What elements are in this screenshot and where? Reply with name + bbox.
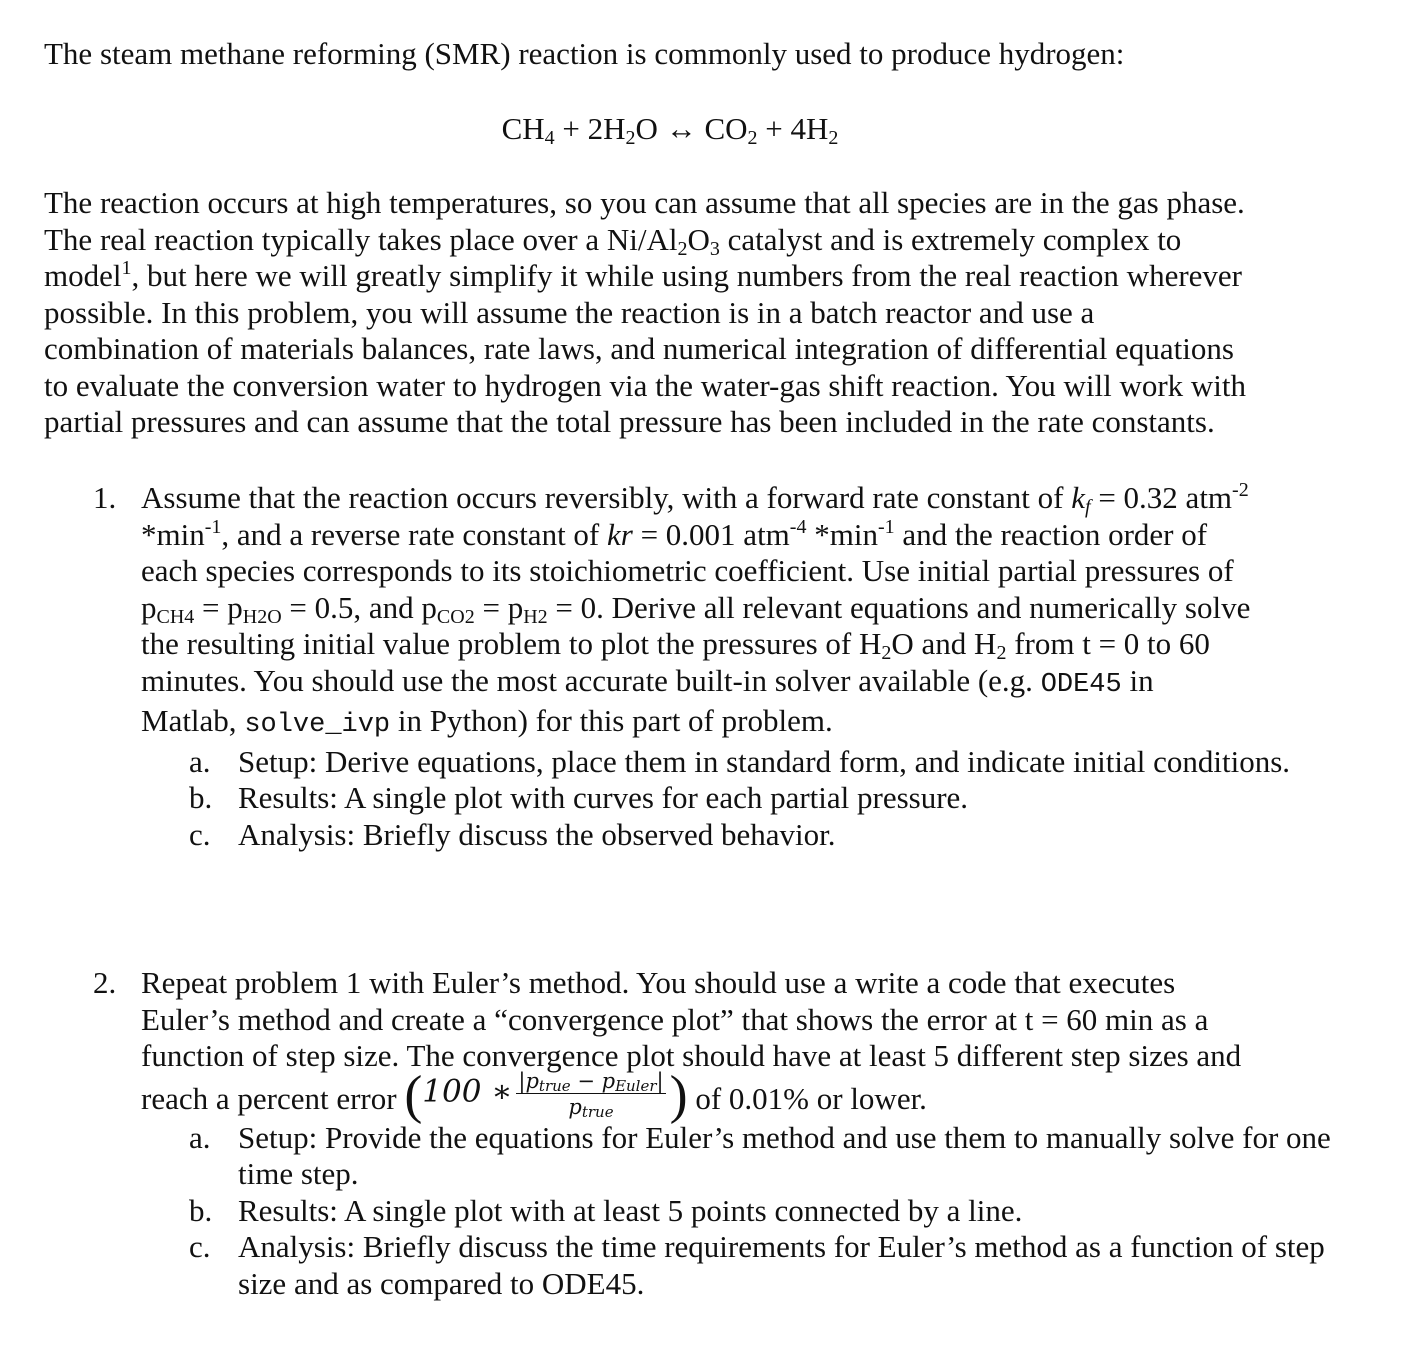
description-paragraph [44, 185, 1374, 441]
reaction-equation [0, 111, 1340, 148]
subitem: b. Results: A single plot with curves for each partial pressure. [189, 780, 969, 815]
code-solve-ivp: solve_ivp [244, 710, 391, 740]
code-ode45: ODE45 [1040, 669, 1122, 700]
description-line: The reaction occurs at high temperatures, so you can assume that all species are in the gas phase. [44, 185, 1245, 220]
description-line: combination of materials balances, rate laws, and numerical integration of differential equations [44, 331, 1234, 366]
problem-number: 2. [93, 965, 117, 1000]
subitem: a. Setup: Derive equations, place them in standard form, and indicate initial conditions. [189, 743, 1291, 779]
subitem: a. Setup: Provide the equations for Euler’s method and use them to manually solve for one time step. [189, 1119, 1331, 1192]
problem-2-body: Repeat problem 1 with Euler’s method. You should use a write a code that executes Euler’s method and create a “convergence plot” that shows the error at t = 60 min as a function of step size. The convergence plot should have at least 5 different step sizes and reach a percent error (100 ∗ $\frac{|p_{true} - p_{Euler}|}{p_{true}}$ ) of 0.01% or lower. a. Setup: Provide the equations for Euler’s method and use them to manually solve for one time step. b. Results: A single plot with at least 5 points connected by a line. c. Analysis: Briefly discuss the time requirements for Euler’s method as a function of step size and as compared to ODE45. [141, 965, 1333, 1302]
description-line: possible. In this problem, you will assume the reaction is in a batch reactor and use a [44, 294, 1095, 330]
footnote-marker: 1 [121, 257, 132, 279]
equation-left: $CH_4 + 2H_2O$ [501, 111, 658, 149]
description-line: The real reaction typically takes place over a $Ni/Al_2O_3$ catalyst and is extremely complex to [44, 221, 1182, 260]
description-line: model$^1$, but here we will greatly simplify it while using numbers from the real reaction wherever [44, 257, 1242, 293]
problem-1-body: Assume that the reaction occurs reversibly, with a forward rate constant of $k_f = 0.32$ atm$^{-2}$ $*\min^{-1}$, and a reverse rate constant of kr = 0.001 atm$^{-4}$ $*\min^{-1}$ and the reaction order of each species corresponds to its stoichiometric coefficient. Use initial partial pressures of $p_{CH4} = p_{H2O} = 0.5$, and $p_{CO2} = p_{H2} = 0$. Derive all relevant equations and numerically solve the resulting initial value problem to plot the pressures of $H_2O$ and $H_2$ from t = 0 to 60 minutes. You should use the most accurate built-in solver available (e.g. ODE45 in Matlab, solve_ivp in Python) for this part of problem. a. Setup: Derive equations, place them in standard form, and indicate initial conditions. b. Results: A single plot with curves for each partial pressure. c. Analysis: Briefly discuss the observed behavior. [141, 480, 1333, 853]
problem-1 [93, 480, 1333, 853]
subitem: c. Analysis: Briefly discuss the observed behavior. [189, 816, 836, 852]
percent-error-formula: (100 ∗ $\frac{|p_{true} - p_{Euler}|}{p_{true}}$ ) [404, 1064, 688, 1125]
problem-2 [93, 965, 1333, 1302]
description-line: to evaluate the conversion water to hydrogen via the water-gas shift reaction. You will work with [44, 367, 1247, 403]
equation-arrow: ↔ [665, 111, 697, 146]
intro-sentence: The steam methane reforming (SMR) reaction is commonly used to produce hydrogen: [44, 36, 1125, 71]
problem-number: 1. [93, 480, 117, 515]
description-line: partial pressures and can assume that the total pressure has been included in the rate constants. [44, 404, 1215, 439]
equation-right: $CO_2 + 4H_2$ [704, 111, 839, 149]
subitem: b. Results: A single plot with at least 5 points connected by a line. [189, 1192, 1023, 1228]
subitem: c. Analysis: Briefly discuss the time requirements for Euler’s method as a function of step size and as compared to ODE45. [189, 1229, 1325, 1301]
